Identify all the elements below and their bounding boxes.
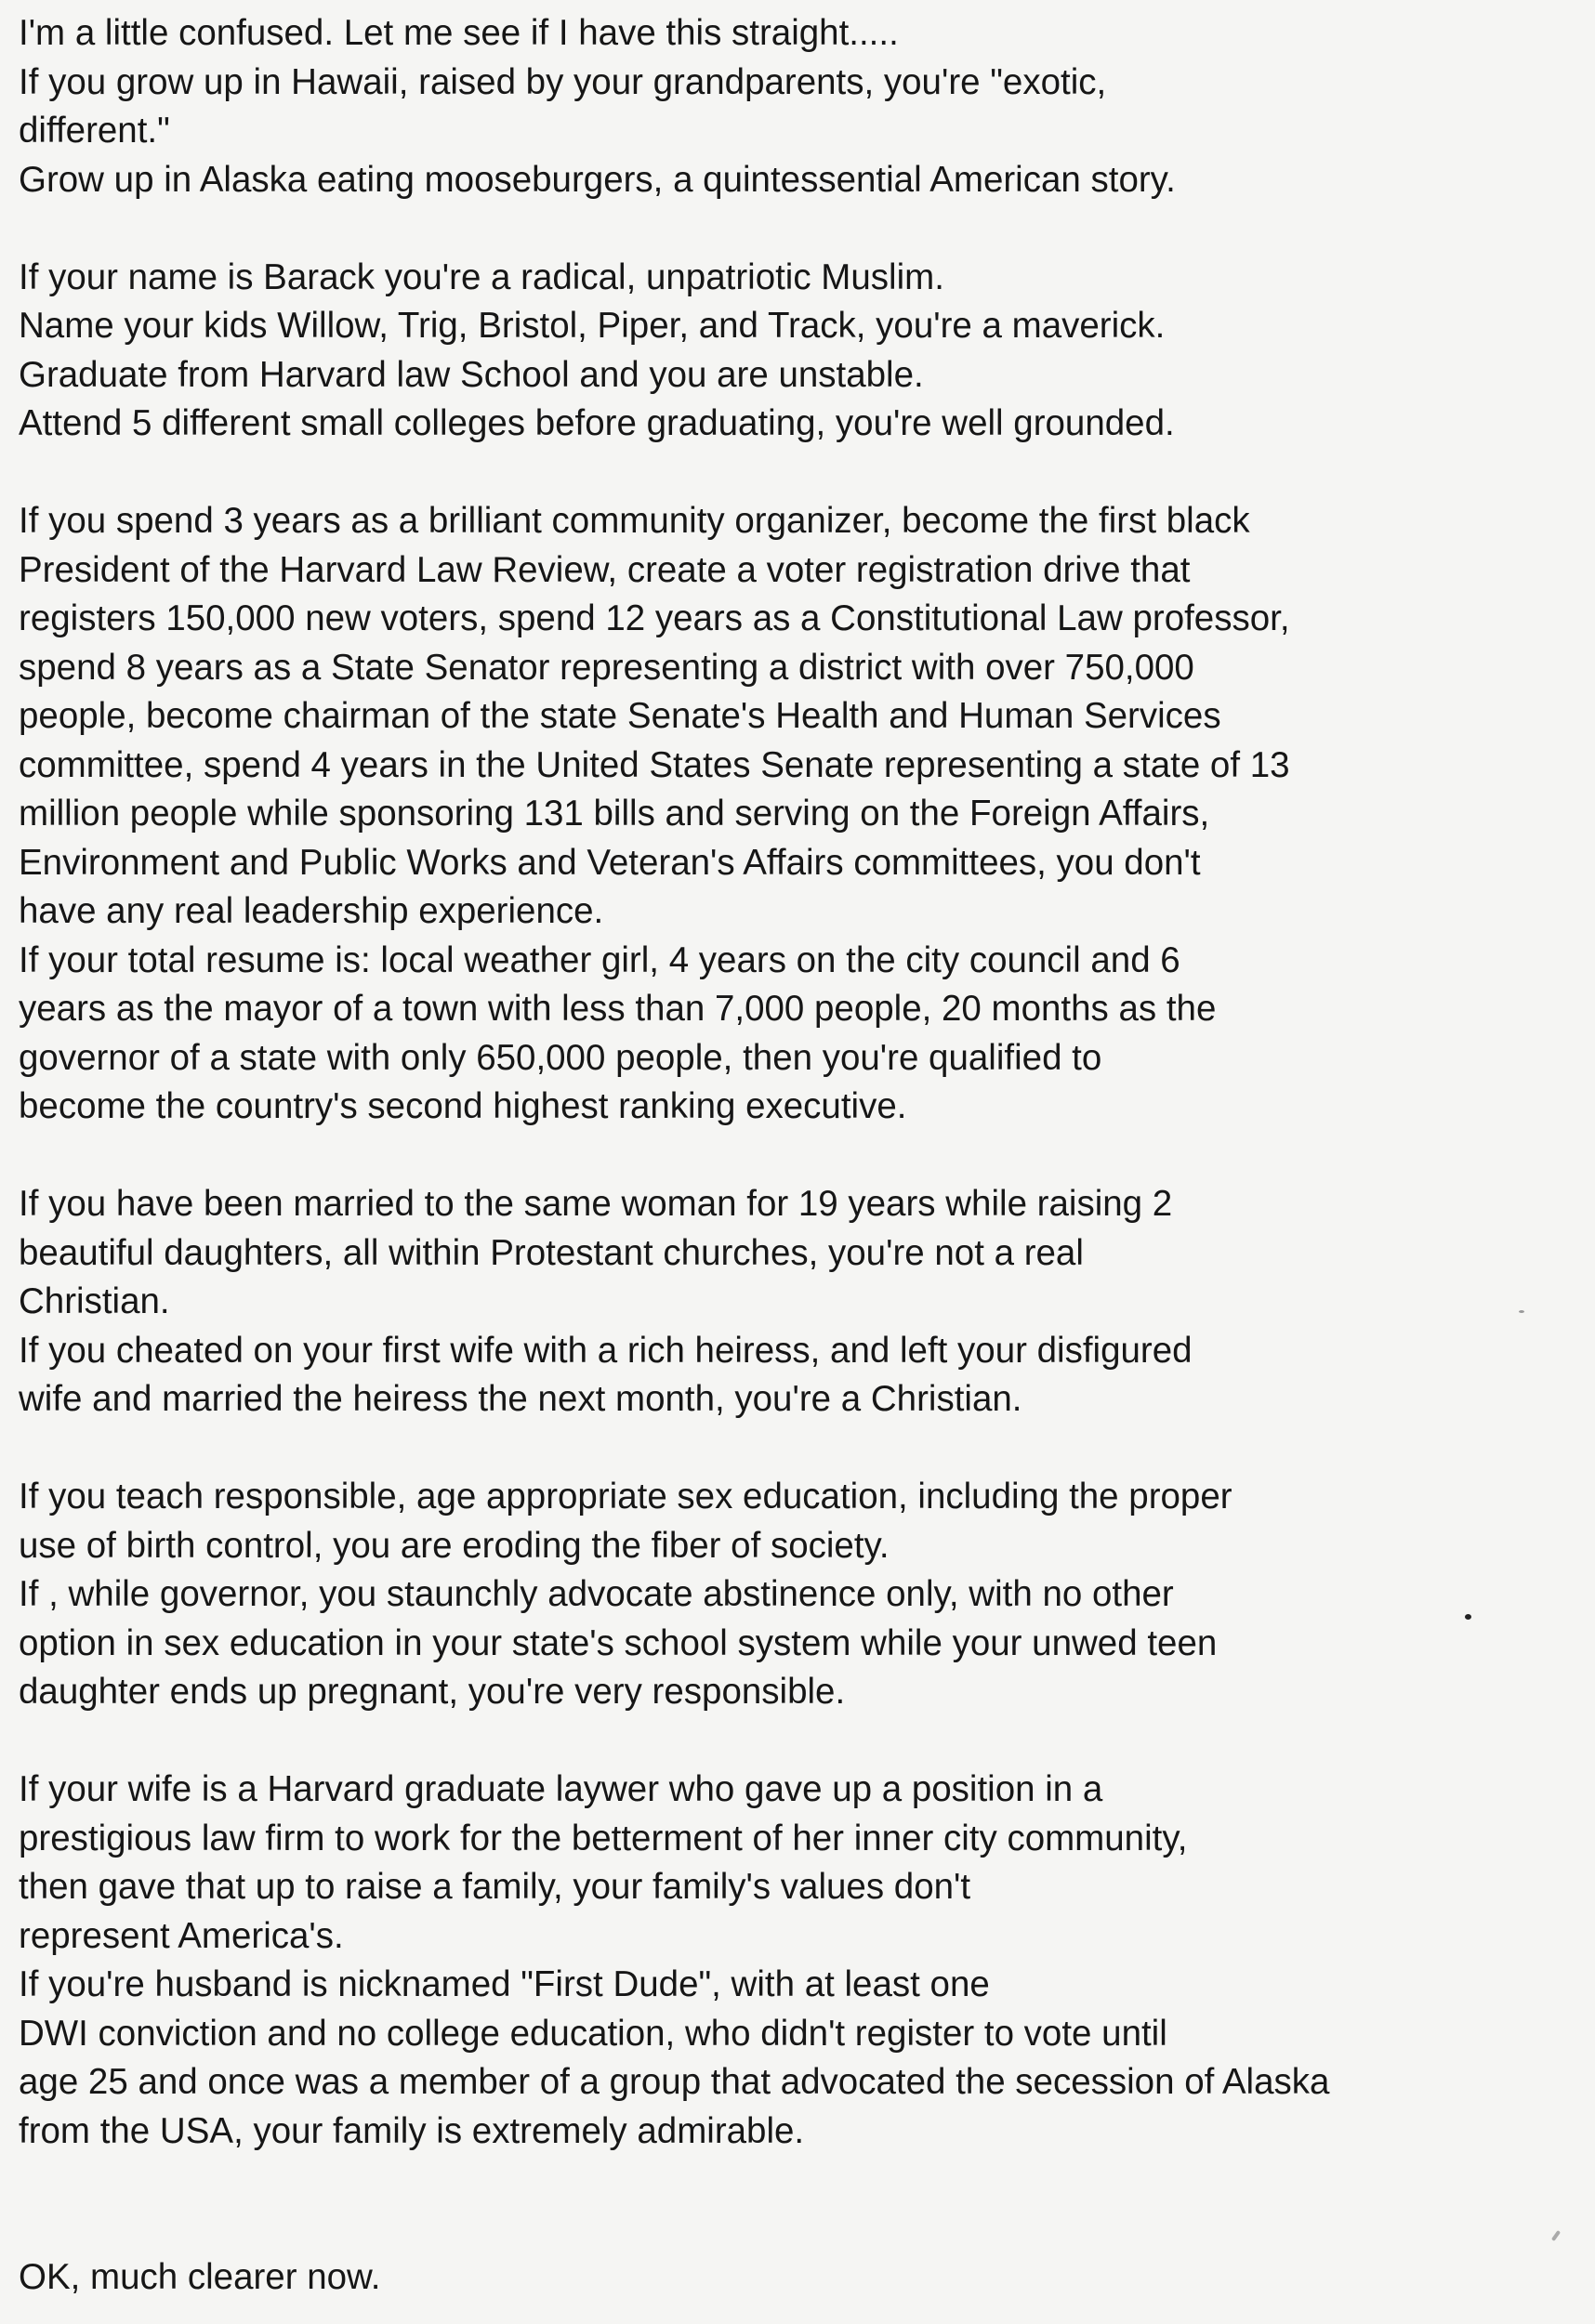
text-line: option in sex education in your state's school system while your unwed teen <box>19 1622 1218 1663</box>
text-line: million people while sponsoring 131 bills and serving on the Foreign Affairs, <box>19 794 1210 834</box>
text-line: beautiful daughters, all within Protestant churches, you're not a real <box>19 1232 1084 1273</box>
paragraph-gap <box>19 2205 1580 2254</box>
text-line: age 25 and once was a member of a group that advocated the secession of Alaska <box>19 2062 1330 2102</box>
scan-speck <box>1465 1614 1471 1620</box>
text-line: governor of a state with only 650,000 people, then you're qualified to <box>19 1037 1102 1078</box>
text-line: Graduate from Harvard law School and you are unstable. <box>19 354 924 395</box>
text-line: If you cheated on your first wife with a rich heiress, and left your disfigured <box>19 1330 1193 1371</box>
text-line: wife and married the heiress the next month, you're a Christian. <box>19 1379 1022 1419</box>
text-line: Grow up in Alaska eating mooseburgers, a quintessential American story. <box>19 159 1176 200</box>
text-line: Attend 5 different small colleges before graduating, you're well grounded. <box>19 403 1175 443</box>
text-line: people, become chairman of the state Senate's Health and Human Services <box>19 696 1221 736</box>
text-line: If your wife is a Harvard graduate laywer who gave up a position in a <box>19 1769 1103 1809</box>
text-line: If you teach responsible, age appropriate sex education, including the proper <box>19 1477 1232 1517</box>
text-line: have any real leadership experience. <box>19 891 604 931</box>
text-line: If you spend 3 years as a brilliant community organizer, become the first black <box>19 501 1250 541</box>
text-line: Name your kids Willow, Trig, Bristol, Piper, and Track, you're a maverick. <box>19 306 1166 346</box>
text-line: from the USA, your family is extremely admirable. <box>19 2110 805 2151</box>
text-line: committee, spend 4 years in the United States Senate representing a state of 13 <box>19 744 1290 785</box>
closing-line <box>19 2253 1580 2303</box>
text-line: represent America's. <box>19 1915 344 1956</box>
text-line: become the country's second highest ranking executive. <box>19 1086 907 1126</box>
paragraph-6 <box>19 1766 1580 2156</box>
text-line: prestigious law firm to work for the betterment of her inner city community, <box>19 1818 1188 1858</box>
text-line: If your total resume is: local weather girl, 4 years on the city council and 6 <box>19 939 1180 980</box>
text-line: If your name is Barack you're a radical, unpatriotic Muslim. <box>19 256 944 297</box>
text-line: Christian. <box>19 1281 170 1321</box>
text-line: President of the Harvard Law Review, create a voter registration drive that <box>19 549 1191 590</box>
paragraph-1 <box>19 9 1580 204</box>
text-line: use of birth control, you are eroding the fiber of society. <box>19 1525 890 1566</box>
paragraph-4 <box>19 1180 1580 1425</box>
document-body <box>19 9 1580 2303</box>
paragraph-gap <box>19 2156 1580 2205</box>
paragraph-2 <box>19 254 1580 449</box>
text-line: daughter ends up pregnant, you're very responsible. <box>19 1672 846 1712</box>
paragraph-gap <box>19 449 1580 498</box>
text-line: registers 150,000 new voters, spend 12 years as a Constitutional Law professor, <box>19 598 1290 638</box>
paragraph-gap <box>19 1425 1580 1474</box>
text-line: spend 8 years as a State Senator representing a district with over 750,000 <box>19 647 1194 688</box>
paragraph-gap <box>19 1717 1580 1766</box>
paragraph-gap <box>19 1132 1580 1181</box>
text-line: If you grow up in Hawaii, raised by your grandparents, you're "exotic, <box>19 61 1107 102</box>
paragraph-gap <box>19 204 1580 254</box>
paragraph-3 <box>19 497 1580 1132</box>
text-line: years as the mayor of a town with less than 7,000 people, 20 months as the <box>19 989 1217 1029</box>
text-line: different." <box>19 111 170 151</box>
text-line: DWI conviction and no college education, who didn't register to vote until <box>19 2013 1167 2054</box>
text-line: OK, much clearer now. <box>19 2257 381 2297</box>
scan-speck <box>1519 1310 1524 1313</box>
text-line: If you have been married to the same woman for 19 years while raising 2 <box>19 1184 1173 1224</box>
paragraph-5 <box>19 1473 1580 1717</box>
text-line: If you're husband is nicknamed "First Dude", with at least one <box>19 1964 990 2004</box>
text-line: Environment and Public Works and Veteran's Affairs committees, you don't <box>19 842 1201 883</box>
text-line: then gave that up to raise a family, your family's values don't <box>19 1867 971 1907</box>
text-line: If , while governor, you staunchly advocate abstinence only, with no other <box>19 1574 1174 1614</box>
text-line: I'm a little confused. Let me see if I have this straight..... <box>19 13 899 53</box>
